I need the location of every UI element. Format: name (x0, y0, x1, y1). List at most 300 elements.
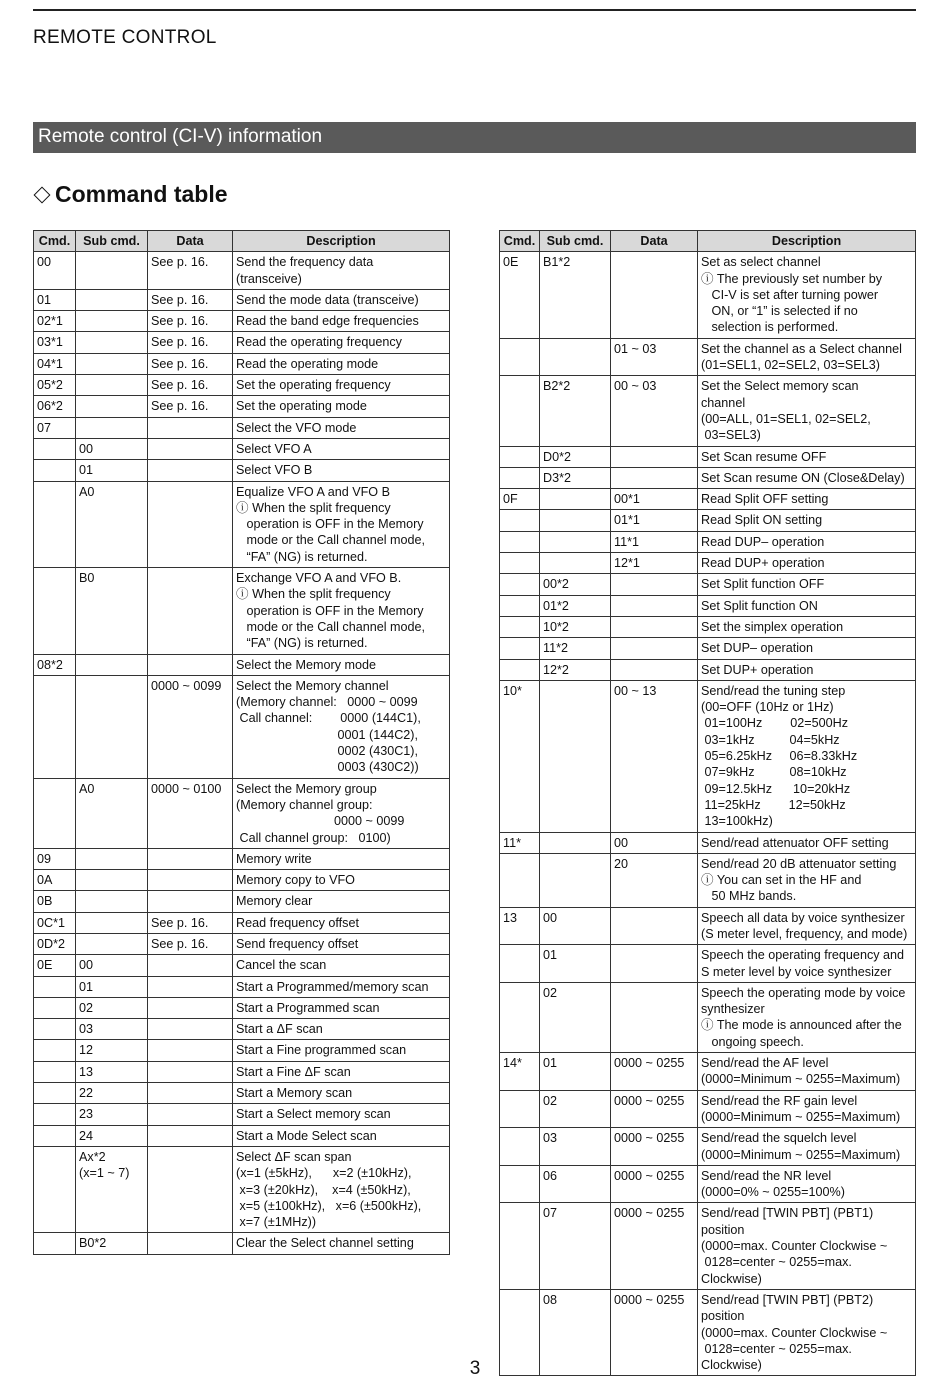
cell-sub-cmd: 02 (540, 1090, 611, 1128)
table-row (34, 568, 450, 654)
cell-data (148, 976, 233, 997)
cell-sub-cmd (76, 289, 148, 310)
table-row (500, 252, 916, 338)
table-row (34, 912, 450, 933)
cell-data: See p. 16. (148, 252, 233, 290)
cell-description: Select ΔF scan span (x=1 (±5kHz), x=2 (±10kHz), x=3 (±20kHz), x=4 (±50kHz), x=5 (±100kHz), x=6 (±500kHz), x=7 (±1MHz)) (233, 1146, 450, 1232)
cell-sub-cmd (540, 338, 611, 376)
table-row (500, 907, 916, 945)
cell-data (148, 654, 233, 675)
cell-cmd (34, 1061, 76, 1082)
table-row (34, 481, 450, 567)
table-row (34, 1040, 450, 1061)
cell-cmd: 05*2 (34, 375, 76, 396)
table-row (500, 982, 916, 1052)
cell-data: 11*1 (611, 531, 698, 552)
page-number: 3 (469, 1358, 481, 1378)
cell-sub-cmd: A0 (76, 778, 148, 848)
cell-description: Set the Select memory scan channel (00=ALL, 01=SEL1, 02=SEL2, 03=SEL3) (698, 376, 916, 446)
cell-data (611, 595, 698, 616)
cell-description: Set the simplex operation (698, 616, 916, 637)
cell-sub-cmd (540, 680, 611, 832)
table-row (500, 531, 916, 552)
cell-data (148, 891, 233, 912)
column-header-description: Description (233, 231, 450, 252)
cell-cmd (500, 853, 540, 907)
column-header-data: Data (148, 231, 233, 252)
cell-data: 00 ~ 13 (611, 680, 698, 832)
cell-sub-cmd: Ax*2 (x=1 ~ 7) (76, 1146, 148, 1232)
cell-description: Send the frequency data (transceive) (233, 252, 450, 290)
cell-description: Select the Memory mode (233, 654, 450, 675)
cell-sub-cmd: 12 (76, 1040, 148, 1061)
cell-data: See p. 16. (148, 933, 233, 954)
cell-sub-cmd: 07 (540, 1203, 611, 1289)
cell-sub-cmd: 01 (76, 460, 148, 481)
cell-sub-cmd (76, 417, 148, 438)
section-title-bar (33, 122, 916, 153)
cell-description: Memory clear (233, 891, 450, 912)
cell-data: 0000 ~ 0255 (611, 1128, 698, 1166)
table-row (500, 553, 916, 574)
table-row (34, 675, 450, 778)
cell-description: Cancel the scan (233, 955, 450, 976)
cell-data: See p. 16. (148, 912, 233, 933)
table-row (34, 353, 450, 374)
cell-description: Speech all data by voice synthesizer (S meter level, frequency, and mode) (698, 907, 916, 945)
cell-sub-cmd (76, 375, 148, 396)
table-row (34, 955, 450, 976)
command-table-left (33, 230, 450, 1255)
cell-cmd (500, 376, 540, 446)
cell-sub-cmd: B2*2 (540, 376, 611, 446)
cell-cmd (34, 481, 76, 567)
cell-description: Send/read [TWIN PBT] (PBT2) position (0000=max. Counter Clockwise ~ 0128=center ~ 0255=max. Clockwise) (698, 1289, 916, 1375)
cell-cmd (500, 616, 540, 637)
table-row (34, 1233, 450, 1254)
cell-data (611, 945, 698, 983)
table-row (500, 680, 916, 832)
cell-sub-cmd: D3*2 (540, 467, 611, 488)
table-row (500, 338, 916, 376)
table-row (34, 1104, 450, 1125)
cell-description: Set DUP– operation (698, 638, 916, 659)
cell-cmd (500, 446, 540, 467)
cell-cmd (500, 510, 540, 531)
cell-description: Speech the operating mode by voice synthesizer ⓘ The mode is announced after the ongoing speech. (698, 982, 916, 1052)
cell-data: See p. 16. (148, 311, 233, 332)
cell-cmd: 0D*2 (34, 933, 76, 954)
cell-cmd (34, 1104, 76, 1125)
cell-cmd (34, 1083, 76, 1104)
cell-description: Send/read the AF level (0000=Minimum ~ 0255=Maximum) (698, 1053, 916, 1091)
column-header-cmd: Cmd. (500, 231, 540, 252)
cell-description: Start a Fine programmed scan (233, 1040, 450, 1061)
cell-cmd: 01 (34, 289, 76, 310)
cell-sub-cmd: D0*2 (540, 446, 611, 467)
cell-sub-cmd (540, 832, 611, 853)
cell-data (148, 1040, 233, 1061)
cell-cmd (34, 1125, 76, 1146)
table-row (34, 654, 450, 675)
table-row (500, 832, 916, 853)
table-row (34, 976, 450, 997)
cell-data (611, 659, 698, 680)
command-table-right (499, 230, 916, 1376)
cell-cmd: 14* (500, 1053, 540, 1091)
cell-data (611, 467, 698, 488)
cell-data (148, 460, 233, 481)
cell-data (148, 1083, 233, 1104)
page-header-title: REMOTE CONTROL (33, 27, 217, 48)
cell-data (148, 1019, 233, 1040)
cell-data (611, 574, 698, 595)
cell-data: 0000 ~ 0255 (611, 1090, 698, 1128)
table-row (34, 848, 450, 869)
cell-description: Start a Programmed scan (233, 997, 450, 1018)
cell-data (148, 417, 233, 438)
cell-description: Select VFO A (233, 438, 450, 459)
cell-sub-cmd: 00 (540, 907, 611, 945)
cell-sub-cmd (76, 870, 148, 891)
table-row (34, 252, 450, 290)
cell-sub-cmd: 01 (540, 945, 611, 983)
cell-sub-cmd (540, 510, 611, 531)
cell-sub-cmd (76, 252, 148, 290)
table-row (500, 595, 916, 616)
cell-cmd (500, 1090, 540, 1128)
table-row (500, 659, 916, 680)
cell-sub-cmd: 12*2 (540, 659, 611, 680)
cell-cmd: 09 (34, 848, 76, 869)
cell-data (611, 252, 698, 338)
cell-sub-cmd: 08 (540, 1289, 611, 1375)
cell-description: Send/read the tuning step (00=OFF (10Hz or 1Hz) 01=100Hz 02=500Hz 03=1kHz 04=5kHz 05=6.25kHz 06=8.33kHz 07=9kHz 08=10kHz 09=12.5kHz 10=20kHz 11=25kHz 12=50kHz 13=100kHz) (698, 680, 916, 832)
table-row (34, 1061, 450, 1082)
cell-cmd (500, 338, 540, 376)
cell-data (148, 1146, 233, 1232)
table-header-row (34, 231, 450, 252)
cell-sub-cmd: 24 (76, 1125, 148, 1146)
table-row (34, 396, 450, 417)
cell-description: Read Split ON setting (698, 510, 916, 531)
cell-cmd (500, 574, 540, 595)
cell-sub-cmd: 03 (76, 1019, 148, 1040)
cell-data: See p. 16. (148, 396, 233, 417)
cell-sub-cmd (76, 396, 148, 417)
cell-cmd: 08*2 (34, 654, 76, 675)
table-row (34, 870, 450, 891)
cell-description: Read DUP– operation (698, 531, 916, 552)
cell-cmd (500, 638, 540, 659)
cell-cmd (500, 1203, 540, 1289)
cell-data: 00*1 (611, 489, 698, 510)
cell-data: 0000 ~ 0255 (611, 1165, 698, 1203)
cell-description: Set the channel as a Select channel (01=SEL1, 02=SEL2, 03=SEL3) (698, 338, 916, 376)
table-row (34, 311, 450, 332)
cell-cmd: 06*2 (34, 396, 76, 417)
cell-description: Start a ΔF scan (233, 1019, 450, 1040)
cell-data: 0000 ~ 0100 (148, 778, 233, 848)
cell-cmd: 13 (500, 907, 540, 945)
table-row (34, 1083, 450, 1104)
cell-cmd (34, 438, 76, 459)
cell-data: 20 (611, 853, 698, 907)
cell-description: Set the operating mode (233, 396, 450, 417)
cell-cmd (34, 976, 76, 997)
table-row (34, 933, 450, 954)
cell-cmd (500, 553, 540, 574)
table-row (34, 1146, 450, 1232)
table-header-row (500, 231, 916, 252)
cell-cmd: 02*1 (34, 311, 76, 332)
table-row (500, 1203, 916, 1289)
cell-description: Send/read attenuator OFF setting (698, 832, 916, 853)
cell-description: Select VFO B (233, 460, 450, 481)
column-header-description: Description (698, 231, 916, 252)
table-row (34, 1019, 450, 1040)
cell-sub-cmd (76, 891, 148, 912)
cell-description: Select the Memory channel (Memory channel: 0000 ~ 0099 Call channel: 0000 (144C1), 0001 (144C2), 0002 (430C1), 0003 (430C2)) (233, 675, 450, 778)
cell-sub-cmd: 13 (76, 1061, 148, 1082)
table-row (500, 616, 916, 637)
cell-data: 01*1 (611, 510, 698, 531)
cell-data (148, 1233, 233, 1254)
cell-description: Select the VFO mode (233, 417, 450, 438)
cell-description: Send/read the NR level (0000=0% ~ 0255=100%) (698, 1165, 916, 1203)
cell-sub-cmd: A0 (76, 481, 148, 567)
cell-sub-cmd: B1*2 (540, 252, 611, 338)
cell-cmd: 04*1 (34, 353, 76, 374)
cell-cmd (500, 467, 540, 488)
cell-sub-cmd: 01 (76, 976, 148, 997)
table-row (500, 1090, 916, 1128)
cell-description: Send the mode data (transceive) (233, 289, 450, 310)
cell-cmd: 07 (34, 417, 76, 438)
cell-sub-cmd (76, 933, 148, 954)
cell-description: Read the operating mode (233, 353, 450, 374)
table-row (500, 510, 916, 531)
table-row (500, 1053, 916, 1091)
cell-data: 0000 ~ 0255 (611, 1053, 698, 1091)
table-row (500, 853, 916, 907)
cell-data (611, 616, 698, 637)
cell-cmd (500, 982, 540, 1052)
cell-cmd: 0A (34, 870, 76, 891)
table-row (34, 332, 450, 353)
cell-cmd (34, 460, 76, 481)
cell-description: Set Split function OFF (698, 574, 916, 595)
column-header-data: Data (611, 231, 698, 252)
cell-sub-cmd (76, 311, 148, 332)
cell-sub-cmd (76, 353, 148, 374)
table-row (34, 997, 450, 1018)
cell-cmd: 00 (34, 252, 76, 290)
cell-cmd (500, 659, 540, 680)
cell-data (148, 848, 233, 869)
cell-data: See p. 16. (148, 375, 233, 396)
table-row (34, 891, 450, 912)
cell-description: Equalize VFO A and VFO B ⓘ When the split frequency operation is OFF in the Memory mode or the Call channel mode, “FA” (NG) is returned. (233, 481, 450, 567)
command-table-left-body (34, 252, 450, 1254)
cell-description: Read DUP+ operation (698, 553, 916, 574)
cell-sub-cmd: 00 (76, 438, 148, 459)
diamond-icon (34, 186, 51, 203)
cell-cmd: 11* (500, 832, 540, 853)
cell-data (148, 481, 233, 567)
cell-data: See p. 16. (148, 332, 233, 353)
cell-data (148, 997, 233, 1018)
cell-cmd: 0F (500, 489, 540, 510)
cell-description: Send/read [TWIN PBT] (PBT1) position (0000=max. Counter Clockwise ~ 0128=center ~ 0255=max. Clockwise) (698, 1203, 916, 1289)
cell-description: Start a Mode Select scan (233, 1125, 450, 1146)
table-row (34, 417, 450, 438)
cell-data: 0000 ~ 0255 (611, 1203, 698, 1289)
cell-cmd (34, 1146, 76, 1232)
cell-description: Set the operating frequency (233, 375, 450, 396)
column-header-sub-cmd: Sub cmd. (76, 231, 148, 252)
cell-sub-cmd (76, 675, 148, 778)
cell-data: 0000 ~ 0255 (611, 1289, 698, 1375)
cell-cmd (34, 997, 76, 1018)
cell-sub-cmd (540, 489, 611, 510)
cell-cmd: 0E (500, 252, 540, 338)
cell-description: Send frequency offset (233, 933, 450, 954)
cell-sub-cmd: 11*2 (540, 638, 611, 659)
table-row (500, 467, 916, 488)
cell-sub-cmd (76, 332, 148, 353)
cell-data: 00 (611, 832, 698, 853)
cell-sub-cmd: 02 (76, 997, 148, 1018)
cell-data: See p. 16. (148, 289, 233, 310)
table-row (500, 574, 916, 595)
cell-sub-cmd: 01 (540, 1053, 611, 1091)
cell-description: Exchange VFO A and VFO B. ⓘ When the split frequency operation is OFF in the Memory mode or the Call channel mode, “FA” (NG) is returned. (233, 568, 450, 654)
cell-cmd (500, 531, 540, 552)
cell-description: Memory write (233, 848, 450, 869)
cell-data: 0000 ~ 0099 (148, 675, 233, 778)
cell-data (148, 1125, 233, 1146)
table-row (500, 1165, 916, 1203)
cell-description: Read the operating frequency (233, 332, 450, 353)
cell-data (148, 1061, 233, 1082)
cell-description: Memory copy to VFO (233, 870, 450, 891)
cell-cmd (34, 778, 76, 848)
subsection-title: Command table (55, 181, 228, 207)
command-table-right-body (500, 252, 916, 1376)
cell-description: Set Split function ON (698, 595, 916, 616)
cell-sub-cmd: 01*2 (540, 595, 611, 616)
cell-data (611, 638, 698, 659)
cell-description: Set DUP+ operation (698, 659, 916, 680)
section-title: Remote control (CI-V) information (38, 126, 323, 147)
cell-description: Start a Fine ΔF scan (233, 1061, 450, 1082)
cell-data (148, 568, 233, 654)
table-row (34, 460, 450, 481)
cell-data (611, 446, 698, 467)
cell-description: Send/read 20 dB attenuator setting ⓘ You can set in the HF and 50 MHz bands. (698, 853, 916, 907)
cell-sub-cmd: 10*2 (540, 616, 611, 637)
cell-sub-cmd: 00 (76, 955, 148, 976)
cell-cmd (34, 568, 76, 654)
cell-cmd (500, 1165, 540, 1203)
cell-sub-cmd: B0*2 (76, 1233, 148, 1254)
table-row (34, 289, 450, 310)
cell-data (611, 907, 698, 945)
table-row (500, 1128, 916, 1166)
cell-sub-cmd: 23 (76, 1104, 148, 1125)
cell-description: Clear the Select channel setting (233, 1233, 450, 1254)
cell-data: 00 ~ 03 (611, 376, 698, 446)
cell-description: Read frequency offset (233, 912, 450, 933)
cell-cmd: 03*1 (34, 332, 76, 353)
cell-cmd (500, 945, 540, 983)
cell-data: 12*1 (611, 553, 698, 574)
cell-cmd: 0C*1 (34, 912, 76, 933)
cell-description: Speech the operating frequency and S meter level by voice synthesizer (698, 945, 916, 983)
cell-cmd: 10* (500, 680, 540, 832)
cell-sub-cmd: 02 (540, 982, 611, 1052)
cell-description: Select the Memory group (Memory channel group: 0000 ~ 0099 Call channel group: 0100) (233, 778, 450, 848)
cell-description: Send/read the RF gain level (0000=Minimum ~ 0255=Maximum) (698, 1090, 916, 1128)
cell-data: See p. 16. (148, 353, 233, 374)
table-row (500, 489, 916, 510)
cell-sub-cmd: 06 (540, 1165, 611, 1203)
cell-description: Send/read the squelch level (0000=Minimum ~ 0255=Maximum) (698, 1128, 916, 1166)
table-row (34, 375, 450, 396)
cell-description: Set Scan resume ON (Close&Delay) (698, 467, 916, 488)
cell-description: Start a Programmed/memory scan (233, 976, 450, 997)
cell-data: 01 ~ 03 (611, 338, 698, 376)
subsection-heading (33, 181, 228, 208)
cell-cmd: 0E (34, 955, 76, 976)
cell-sub-cmd: 22 (76, 1083, 148, 1104)
cell-description: Set as select channel ⓘ The previously set number by CI-V is set after turning power ON, or “1” is selected if no selection is performed. (698, 252, 916, 338)
cell-description: Set Scan resume OFF (698, 446, 916, 467)
cell-sub-cmd (76, 654, 148, 675)
cell-cmd (34, 1233, 76, 1254)
cell-cmd (34, 1040, 76, 1061)
cell-sub-cmd: 00*2 (540, 574, 611, 595)
table-row (34, 778, 450, 848)
table-row (500, 446, 916, 467)
cell-data (148, 870, 233, 891)
cell-description: Read the band edge frequencies (233, 311, 450, 332)
cell-sub-cmd: B0 (76, 568, 148, 654)
table-row (34, 438, 450, 459)
cell-cmd (500, 595, 540, 616)
table-row (500, 945, 916, 983)
cell-data (611, 982, 698, 1052)
column-header-cmd: Cmd. (34, 231, 76, 252)
cell-data (148, 438, 233, 459)
cell-cmd: 0B (34, 891, 76, 912)
cell-data (148, 955, 233, 976)
cell-description: Start a Select memory scan (233, 1104, 450, 1125)
cell-sub-cmd: 03 (540, 1128, 611, 1166)
cell-data (148, 1104, 233, 1125)
cell-description: Read Split OFF setting (698, 489, 916, 510)
cell-sub-cmd (76, 848, 148, 869)
cell-cmd (500, 1128, 540, 1166)
cell-cmd (34, 1019, 76, 1040)
cell-sub-cmd (540, 553, 611, 574)
cell-cmd (34, 675, 76, 778)
table-row (500, 638, 916, 659)
cell-sub-cmd (540, 531, 611, 552)
table-row (34, 1125, 450, 1146)
column-header-sub-cmd: Sub cmd. (540, 231, 611, 252)
